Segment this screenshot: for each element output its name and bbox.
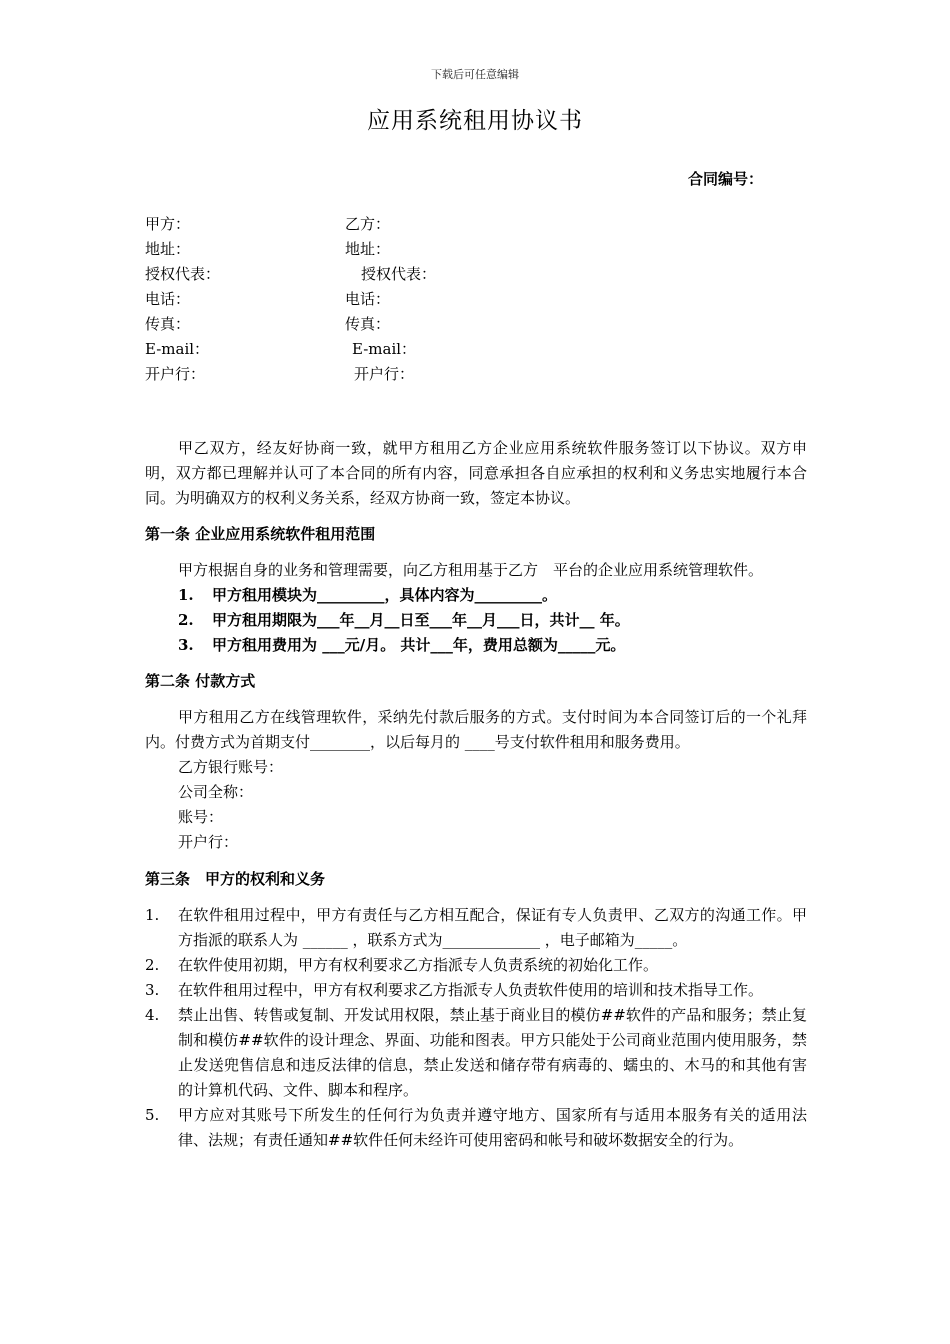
party-a-bank: 开户行：: [145, 365, 206, 383]
party-b-name: 乙方：: [345, 215, 391, 233]
article-3-list: [145, 903, 807, 1153]
party-a-email: E-mail：: [145, 340, 210, 358]
article-1-heading: 第一条 企业应用系统软件租用范围: [145, 525, 376, 543]
party-a-representative: 授权代表：: [145, 265, 221, 283]
party-b-representative: 授权代表：: [361, 265, 437, 283]
account-number-label: 账号：: [178, 808, 224, 826]
article-2-heading: 第二条 付款方式: [145, 672, 256, 690]
document-title: 应用系统租用协议书: [367, 108, 583, 134]
party-a-address: 地址：: [145, 240, 191, 258]
company-name-label: 公司全称：: [178, 783, 254, 801]
party-b-bank: 开户行：: [354, 365, 415, 383]
party-b-phone: 电话：: [345, 290, 391, 308]
article-3-heading: 第三条 甲方的权利和义务: [145, 870, 326, 888]
contract-number-label: 合同编号：: [688, 170, 764, 188]
party-a-info: [145, 212, 220, 387]
article-1-item: 2. 甲方租用期限为___年__月__日至___年__月___日，共计__ 年。: [178, 611, 630, 629]
article-1-item: 1. 甲方租用模块为_________，具体内容为_________。: [178, 586, 558, 604]
party-b-address: 地址：: [345, 240, 391, 258]
party-a-name: 甲方：: [145, 215, 191, 233]
article-1-text: 甲方根据自身的业务和管理需要，向乙方租用基于乙方 平台的企业应用系统管理软件。: [178, 561, 764, 579]
list-item: 3. 在软件租用过程中，甲方有权利要求乙方指派专人负责软件使用的培训和技术指导工作。: [145, 981, 764, 999]
list-item: 5. 甲方应对其账号下所发生的任何行为负责并遵守地方、国家所有与适用本服务有关的适用法律、法规；有责任通知##软件任何未经许可使用密码和帐号和破坏数据安全的行为。: [145, 1106, 807, 1149]
opening-bank-label: 开户行：: [178, 833, 239, 851]
party-b-fax: 传真：: [345, 315, 391, 333]
party-a-phone: 电话：: [145, 290, 191, 308]
party-b-email: E-mail：: [352, 340, 417, 358]
article-1-item: 3. 甲方租用费用为 ___元/月。 共计___年，费用总额为_____元。: [178, 636, 626, 654]
article-2-text: 甲方租用乙方在线管理软件，采纳先付款后服务的方式。支付时间为本合同签订后的一个礼拜内。付费方式为首期支付________，以后每月的 ____号支付软件租用和服务费用。: [145, 708, 807, 751]
party-b-info: [345, 212, 436, 387]
list-item: 1. 在软件租用过程中，甲方有责任与乙方相互配合，保证有专人负责甲、乙双方的沟通工作。甲方指派的联系人为 ______ ，联系方式为_____________ ，电子邮箱为_____。: [145, 906, 807, 949]
header-note: 下载后可任意编辑: [431, 68, 519, 81]
list-item: 2. 在软件使用初期，甲方有权利要求乙方指派专人负责系统的初始化工作。: [145, 956, 659, 974]
list-item: 4. 禁止出售、转售或复制、开发试用权限，禁止基于商业目的模仿##软件的产品和服务；禁止复制和模仿##软件的设计理念、界面、功能和图表。甲方只能处于公司商业范围内使用服务，禁止发送兜售信息和违反法律的信息，禁止发送和储存带有病毒的、蠕虫的、木马的和其他有害的计算机代码、文件、脚本和程序。: [145, 1006, 807, 1099]
bank-account-label: 乙方银行账号：: [178, 758, 284, 776]
document-body: [145, 436, 807, 1153]
party-a-fax: 传真：: [145, 315, 191, 333]
intro-paragraph: 甲乙双方，经友好协商一致，就甲方租用乙方企业应用系统软件服务签订以下协议。双方申明，双方都已理解并认可了本合同的所有内容，同意承担各自应承担的权利和义务忠实地履行本合同。为明确双方的权利义务关系，经双方协商一致，签定本协议。: [145, 439, 807, 507]
